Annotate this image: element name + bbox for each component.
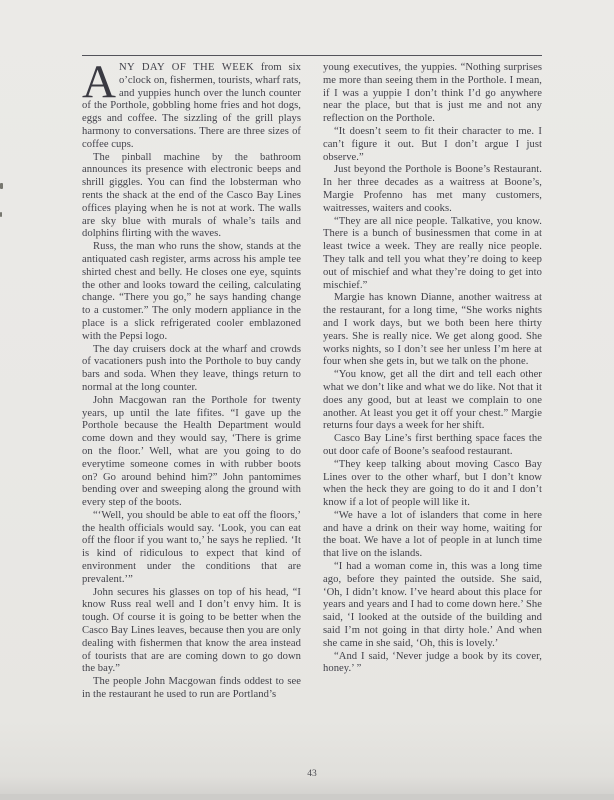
paragraph: “It doesn’t seem to fit their character to me. I can’t figure it out. But I don’t argue I just observe.”	[323, 125, 542, 163]
drop-cap: A	[82, 56, 116, 108]
article-columns	[82, 56, 542, 702]
paragraph-text: from six o’clock on, fishermen, tourists, wharf rats, and yuppies hunch over the lunch counter of the Porthole, gobbling home fries and hot dogs, eggs and coffee. The sizzling of the grill plays harmony to conversations. There are three sizes of coffee cups.	[82, 62, 301, 150]
paragraph: “I had a woman come in, this was a long time ago, before they painted the outside. She said, ‘Oh, I didn’t know. I’ve heard about this place for years and years and I had to come down here.’ She said, ‘I looked at the outside of the building and said I’m not going in that dirty hole.’ And when she came in she said, ‘Oh, this is lovely.’	[323, 561, 542, 649]
left-column	[82, 56, 301, 702]
paragraph: Margie has known Dianne, another waitress at the restaurant, for a long time, “She works nights and I work days, but we both been here thirty years. She is really nice. We get along good. She works nights, so I don’t see her unless I’m here at four when she gets in, but we talk on the phone.	[323, 292, 542, 368]
paragraph: Russ, the man who runs the show, stands at the antiquated cash register, arms across his ample tee shirted chest and belly. He closes one eye, squints the other and looks toward the ceiling, calculating change. “There you go,” he says handing change to a customer.” The only modern appliance in the place is a slick refrigerated cooler emblazoned with the Pepsi logo.	[82, 241, 301, 342]
opening-paragraph	[82, 56, 301, 152]
paragraph: “You know, get all the dirt and tell each other what we don’t like and what we do like. Not that it does any good, but at least we complain to one another. At least you get it off your chest.” Margie returns four days a week for her shift.	[323, 369, 542, 432]
top-rule-divider	[82, 55, 542, 56]
paragraph: The pinball machine by the bathroom announces its presence with electronic beeps and shrill giggles. You can find the lobsterman who rents the shack at the end of the Casco Bay Lines offices playing when he is not at work. The walls are sky blue with murals of whale’s tails and dolphins flirting with the waves.	[82, 151, 301, 240]
paragraph: Just beyond the Porthole is Boone’s Restaurant. In her three decades as a waitress at Boone’s, Margie Profenno has met many customers, waitresses, waiters and cooks.	[323, 164, 542, 214]
paragraph: “We have a lot of islanders that come in here and have a drink on their way home, waiting for the boat. We have a lot of people in at lunch time that live on the islands.	[323, 509, 542, 560]
paragraph: “They keep talking about moving Casco Bay Lines over to the other wharf, but I don’t know when the heck they are going to do it and I don’t know if a lot of people will like it.	[323, 458, 542, 509]
paragraph: The day cruisers dock at the wharf and crowds of vacationers push into the Porthole to buy candy bars and soda. When they leave, things return to normal at the long counter.	[82, 343, 301, 393]
paragraph: “And I said, ‘Never judge a book by its cover, honey.’ ”	[323, 650, 542, 675]
opening-caps-text: NY DAY OF THE WEEK	[119, 62, 255, 73]
paragraph: The people John Macgowan finds oddest to see in the restaurant he used to run are Portland’s	[82, 676, 301, 701]
paragraph: “They are all nice people. Talkative, you know. There is a bunch of businessmen that come in at least twice a week. They are really nice people. They talk and tell you what they’re doing to keep out of mischief and what they’re doing to get into mischief.”	[323, 215, 542, 291]
page-bottom-edge	[0, 794, 614, 800]
scan-artifact	[0, 183, 3, 189]
page-number: 43	[307, 769, 317, 779]
scan-artifact	[0, 212, 2, 217]
paragraph: John secures his glasses on top of his head, “I know Russ real well and I don’t envy him. It is tough. Of course it is going to be better when the Casco Bay Lines leaves, because then you are only dealing with fishermen that know the area instead of tourists that are are coming down to go down the bay.”	[82, 586, 301, 675]
paragraph: John Macgowan ran the Porthole for twenty years, up until the late fifites. “I gave up the Porthole because the Health Department would come down and they would say, ‘There is grime on the floor.’ Well, what are you going to do everytime someone comes in with rubber boots on? Go around behind him?” John pantomimes bending over and sweeping along the ground with every step of the boots.	[82, 394, 301, 509]
paragraph: “‘Well, you should be able to eat off the floors,’ the health officials would say. ‘Look, you can eat off the floor if you want to,’ he says he replied. ‘It is kind of ridiculous to expect that kind of environment under the conditions that are prevalent.’”	[82, 509, 301, 585]
right-column	[323, 62, 542, 702]
paragraph-continuation: young executives, the yuppies. “Nothing surprises me more than seeing them in the Porthole. I mean, if I was a yuppie I don’t think I’d go anywhere near the place, but that is just me and not any reflection on the Porthole.	[323, 62, 542, 125]
paragraph: Casco Bay Line’s first berthing space faces the out door cafe of Boone’s seafood restaurant.	[323, 433, 542, 457]
